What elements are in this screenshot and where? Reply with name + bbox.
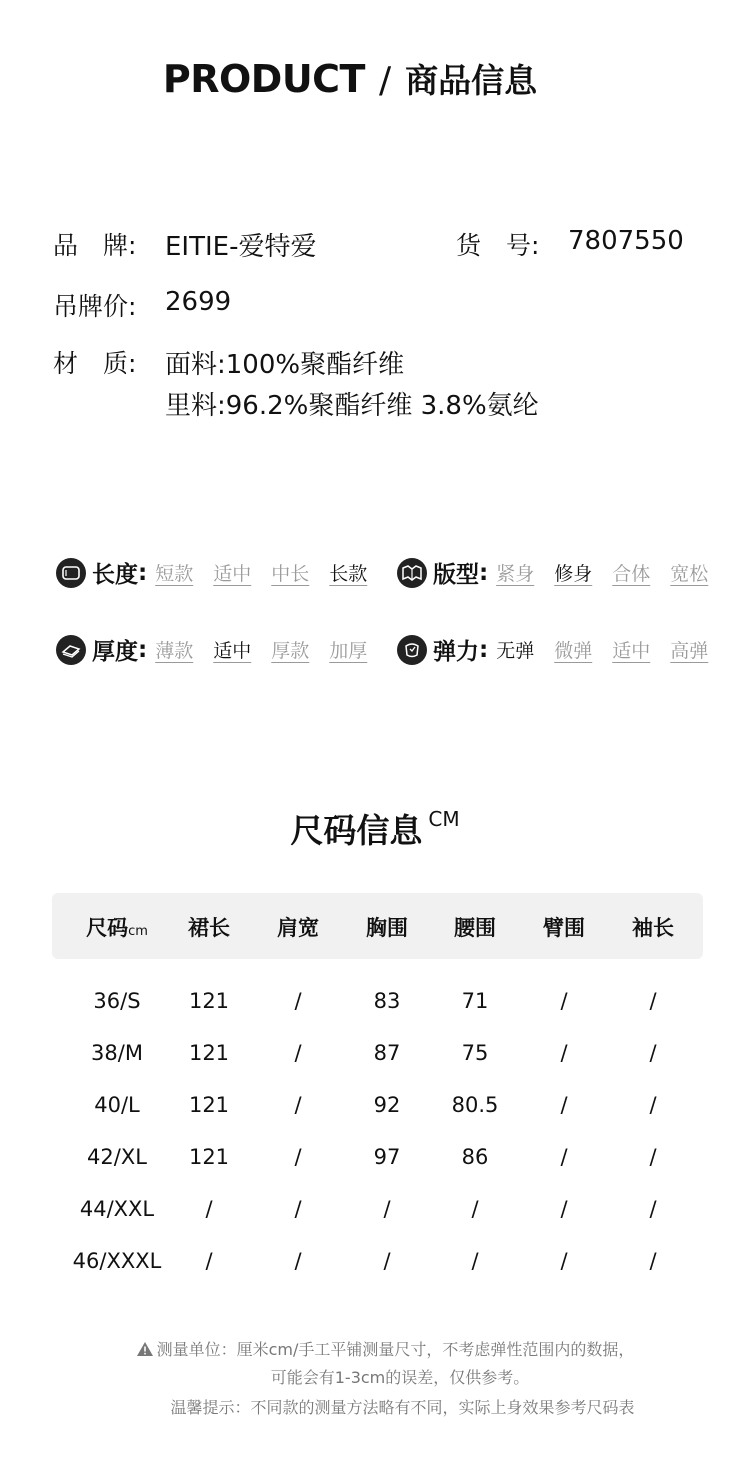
cell-sleeve: / (649, 1145, 657, 1169)
cell-skirt-length: / (205, 1249, 213, 1273)
cell-sleeve: / (649, 1041, 657, 1065)
price-value: 2699 (165, 287, 232, 317)
cell-shoulder: / (294, 1093, 302, 1117)
cell-waist: 71 (461, 989, 489, 1013)
stretch-icon (397, 635, 427, 665)
cell-waist: 80.5 (451, 1093, 499, 1117)
cell-sleeve: / (649, 1249, 657, 1273)
option-loose: 宽松 (670, 563, 709, 585)
cell-size: 36/S (93, 989, 141, 1013)
brand-value: EITIE-爱特爱 (165, 232, 317, 262)
attribute-length: 长度 : 短款 适中 中长 长款 (56, 556, 367, 589)
cell-skirt-length: 121 (188, 1093, 230, 1117)
cell-size: 38/M (91, 1041, 143, 1065)
price-label: 吊牌价: (53, 292, 137, 321)
cell-arm: / (560, 1041, 568, 1065)
material-label: 材 质: (53, 349, 137, 378)
cell-size: 46/XXXL (72, 1249, 162, 1273)
cell-arm: / (560, 1093, 568, 1117)
note-line-2: 可能会有1-3cm的误差，仅供参考。 (270, 1368, 530, 1387)
option-high: 高弹 (670, 640, 709, 662)
title-en: PRODUCT (162, 57, 365, 101)
option-regular: 合体 (612, 563, 651, 585)
option-thick: 厚款 (271, 640, 310, 662)
cell-size: 40/L (94, 1093, 140, 1117)
cell-sleeve: / (649, 989, 657, 1013)
attribute-label: 厚度 (92, 639, 138, 665)
attribute-label: 长度 (92, 562, 138, 588)
cell-skirt-length: 121 (188, 989, 230, 1013)
cell-skirt-length: 121 (188, 1041, 230, 1065)
cell-arm: / (560, 989, 568, 1013)
cell-shoulder: / (294, 1041, 302, 1065)
cell-arm: / (560, 1197, 568, 1221)
cell-waist: / (471, 1197, 479, 1221)
cell-chest: / (383, 1249, 391, 1273)
cell-chest: 83 (373, 989, 401, 1013)
option-slim-selected: 修身 (554, 563, 593, 585)
header-sleeve: 袖长 (632, 916, 674, 940)
attribute-stretch: 弹力 : 无弹 微弹 适中 高弹 (397, 633, 708, 666)
option-long-selected: 长款 (329, 563, 368, 585)
attribute-label: 弹力 (433, 639, 479, 665)
option-extra-thick: 加厚 (329, 640, 368, 662)
option-mid-long: 中长 (271, 563, 310, 585)
option-moderate: 适中 (612, 640, 651, 662)
sku-label: 货 号: (456, 231, 540, 260)
option-thin: 薄款 (155, 640, 194, 662)
title-separator: / (378, 60, 392, 101)
length-icon (56, 558, 86, 588)
size-title-unit: CM (428, 807, 460, 831)
page-title (0, 55, 700, 102)
cell-shoulder: / (294, 989, 302, 1013)
option-slight: 微弹 (554, 640, 593, 662)
option-medium-selected: 适中 (213, 640, 252, 662)
cell-shoulder: / (294, 1249, 302, 1273)
material-lining: 里料:96.2%聚酯纤维 3.8%氨纶 (165, 391, 539, 421)
cell-chest: 97 (373, 1145, 401, 1169)
cell-arm: / (560, 1145, 568, 1169)
sku-value: 7807550 (568, 226, 684, 256)
header-chest: 胸围 (366, 916, 408, 940)
cell-chest: 87 (373, 1041, 401, 1065)
cell-shoulder: / (294, 1197, 302, 1221)
note-line-1: 测量单位：厘米cm/手工平铺测量尺寸，不考虑弹性范围内的数据， (0, 1337, 750, 1360)
size-section-title (0, 805, 750, 852)
fit-icon (397, 558, 427, 588)
warning-icon (136, 1341, 154, 1357)
cell-size: 42/XL (87, 1145, 147, 1169)
cell-waist: 75 (461, 1041, 489, 1065)
cell-sleeve: / (649, 1197, 657, 1221)
size-title: 尺码信息 (290, 811, 423, 850)
thickness-icon (56, 635, 86, 665)
note-line-3: 温馨提示：不同款的测量方法略有不同，实际上身效果参考尺码表 (170, 1398, 635, 1417)
attribute-label: 版型 (433, 562, 479, 588)
header-arm: 臂围 (543, 916, 585, 940)
option-short: 短款 (155, 563, 194, 585)
material-outer: 面料:100%聚酯纤维 (165, 350, 405, 380)
title-cn: 商品信息 (405, 61, 538, 100)
cell-skirt-length: / (205, 1197, 213, 1221)
header-waist: 腰围 (454, 916, 496, 940)
option-tight: 紧身 (496, 563, 535, 585)
brand-label: 品 牌: (53, 231, 137, 260)
option-medium: 适中 (213, 563, 252, 585)
cell-waist: 86 (461, 1145, 489, 1169)
cell-sleeve: / (649, 1093, 657, 1117)
header-size: 尺码cm (86, 916, 148, 940)
cell-chest: 92 (373, 1093, 401, 1117)
attribute-thickness: 厚度 : 薄款 适中 厚款 加厚 (56, 633, 367, 666)
cell-skirt-length: 121 (188, 1145, 230, 1169)
attribute-fit: 版型 : 紧身 修身 合体 宽松 (397, 556, 708, 589)
header-skirt-length: 裙长 (188, 916, 230, 940)
header-shoulder: 肩宽 (277, 916, 319, 940)
option-none-selected: 无弹 (496, 640, 535, 662)
cell-size: 44/XXL (79, 1197, 155, 1221)
cell-chest: / (383, 1197, 391, 1221)
cell-waist: / (471, 1249, 479, 1273)
cell-arm: / (560, 1249, 568, 1273)
cell-shoulder: / (294, 1145, 302, 1169)
